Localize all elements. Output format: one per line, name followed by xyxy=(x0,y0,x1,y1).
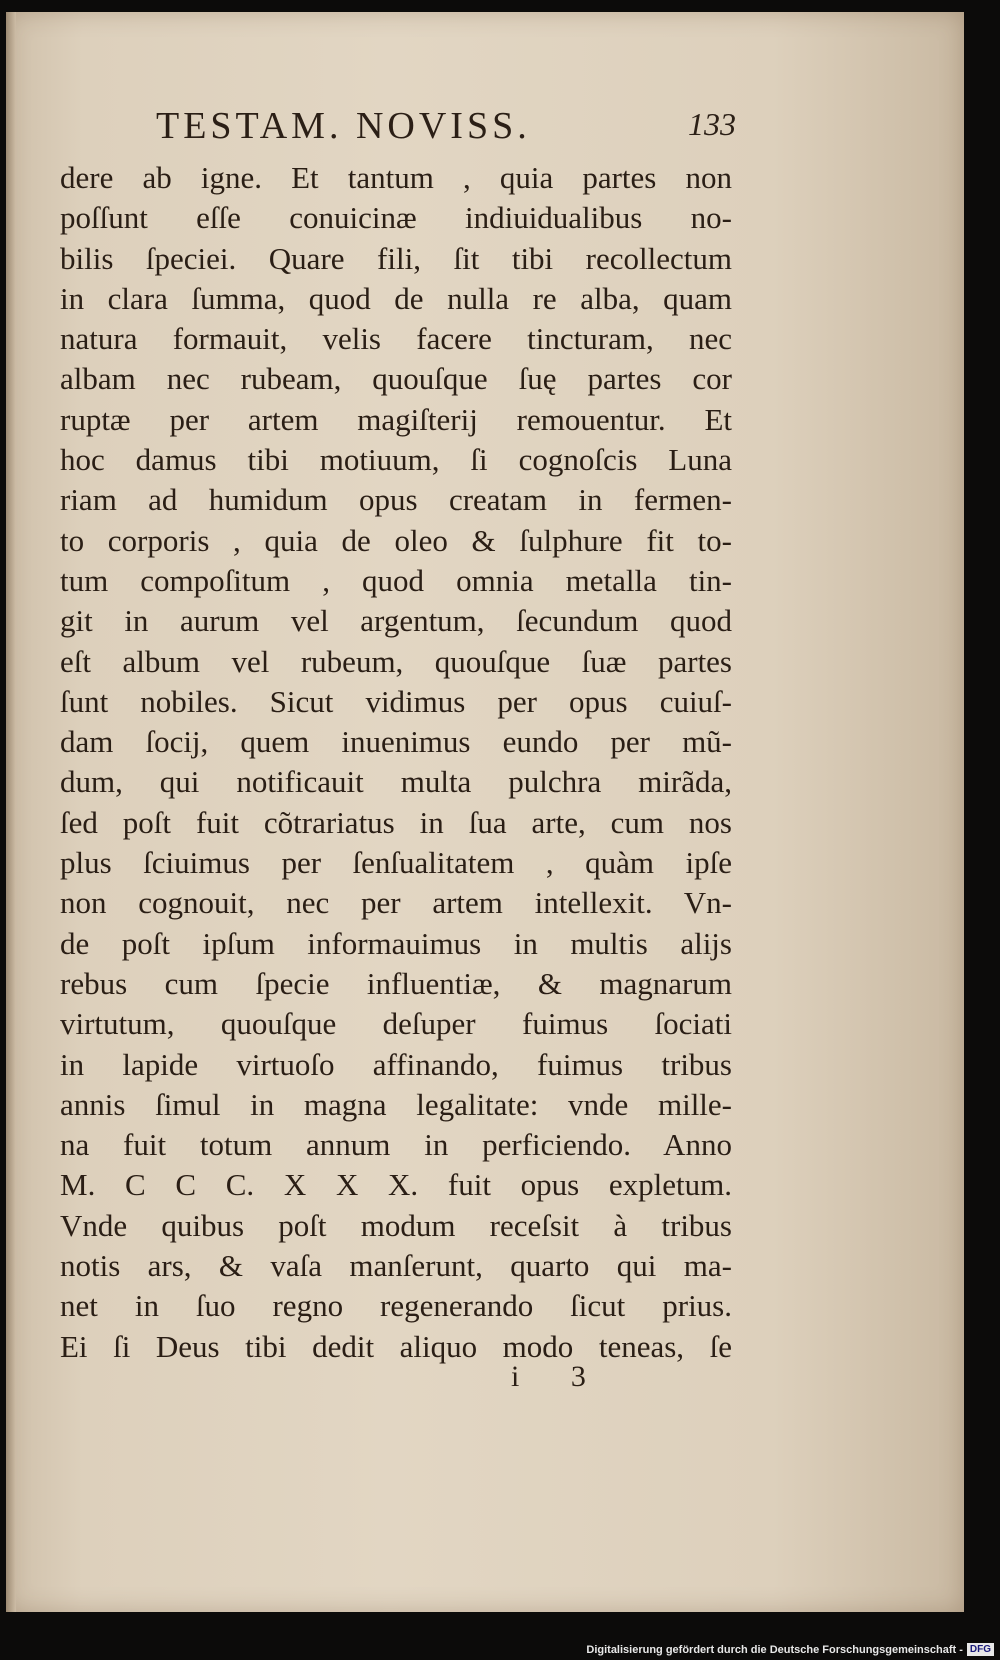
footer-credit-text: Digitalisierung gefördert durch die Deutsche Forschungsgemeinschaft - xyxy=(586,1643,963,1656)
text-line: bilis ſpeciei. Quare fili, ſit tibi recollectum xyxy=(60,240,732,276)
text-line: riam ad humidum opus creatam in fermen- xyxy=(60,482,732,518)
text-line: eſt album vel rubeum, quouſque ſuæ partes xyxy=(60,643,732,679)
text-line: dum, qui notificauit multa pulchra mirãda, xyxy=(60,764,732,800)
text-line: na fuit totum annum in perficiendo. Anno xyxy=(60,1127,732,1163)
text-line: dere ab igne. Et tantum , quia partes non xyxy=(60,160,732,195)
page-number: 133 xyxy=(688,106,736,142)
text-line: ruptæ per artem magiſterij remouentur. Et xyxy=(60,401,732,437)
text-line: Vnde quibus poſt modum receſsit à tribus xyxy=(60,1207,732,1243)
signature-mark: i 3 xyxy=(511,1360,608,1393)
text-line: in lapide virtuoſo affinando, fuimus tribus xyxy=(60,1046,732,1082)
text-line: albam nec rubeam, quouſque ſuę partes cor xyxy=(60,361,732,397)
text-line: in clara ſumma, quod de nulla re alba, quam xyxy=(60,280,732,316)
text-line: tum compoſitum , quod omnia metalla tin- xyxy=(60,562,732,598)
text-line: virtutum, quouſque deſuper fuimus ſociati xyxy=(60,1006,732,1042)
text-line: poſſunt eſſe conuicinæ indiuidualibus no- xyxy=(60,200,732,236)
digitization-footer xyxy=(586,1643,994,1656)
book-page xyxy=(6,12,964,1612)
text-line: rebus cum ſpecie influentiæ, & magnarum xyxy=(60,965,732,1001)
text-line: de poſt ipſum informauimus in multis alijs xyxy=(60,925,732,961)
dfg-logo: DFG xyxy=(967,1643,994,1656)
text-line: natura formauit, velis facere tincturam, nec xyxy=(60,321,732,357)
running-title: TESTAM. NOVISS. xyxy=(156,105,531,147)
text-line: non cognouit, nec per artem intellexit. Vn- xyxy=(60,885,732,921)
text-line: plus ſciuimus per ſenſualitatem , quàm ipſe xyxy=(60,845,732,881)
text-line: Ei ſi Deus tibi dedit aliquo modo teneas, ſe xyxy=(60,1328,732,1364)
page-gutter-edge xyxy=(6,12,16,1612)
text-line: dam ſocij, quem inuenimus eundo per mũ- xyxy=(60,724,732,760)
text-line: net in ſuo regno regenerando ſicut prius. xyxy=(60,1288,732,1324)
text-line: hoc damus tibi motiuum, ſi cognoſcis Luna xyxy=(60,442,732,478)
text-line: git in aurum vel argentum, ſecundum quod xyxy=(60,603,732,639)
body-text xyxy=(60,158,732,1367)
text-line: notis ars, & vaſa manſerunt, quarto qui ma- xyxy=(60,1248,732,1284)
text-line: annis ſimul in magna legalitate: vnde mille- xyxy=(60,1086,732,1122)
text-line: M. C C C. X X X. fuit opus expletum. xyxy=(60,1167,732,1203)
text-line: ſunt nobiles. Sicut vidimus per opus cuiuſ- xyxy=(60,683,732,719)
text-line: to corporis , quia de oleo & ſulphure fit to- xyxy=(60,522,732,558)
page-header xyxy=(156,104,736,154)
text-line: ſed poſt fuit cõtrariatus in ſua arte, cum nos xyxy=(60,804,732,840)
